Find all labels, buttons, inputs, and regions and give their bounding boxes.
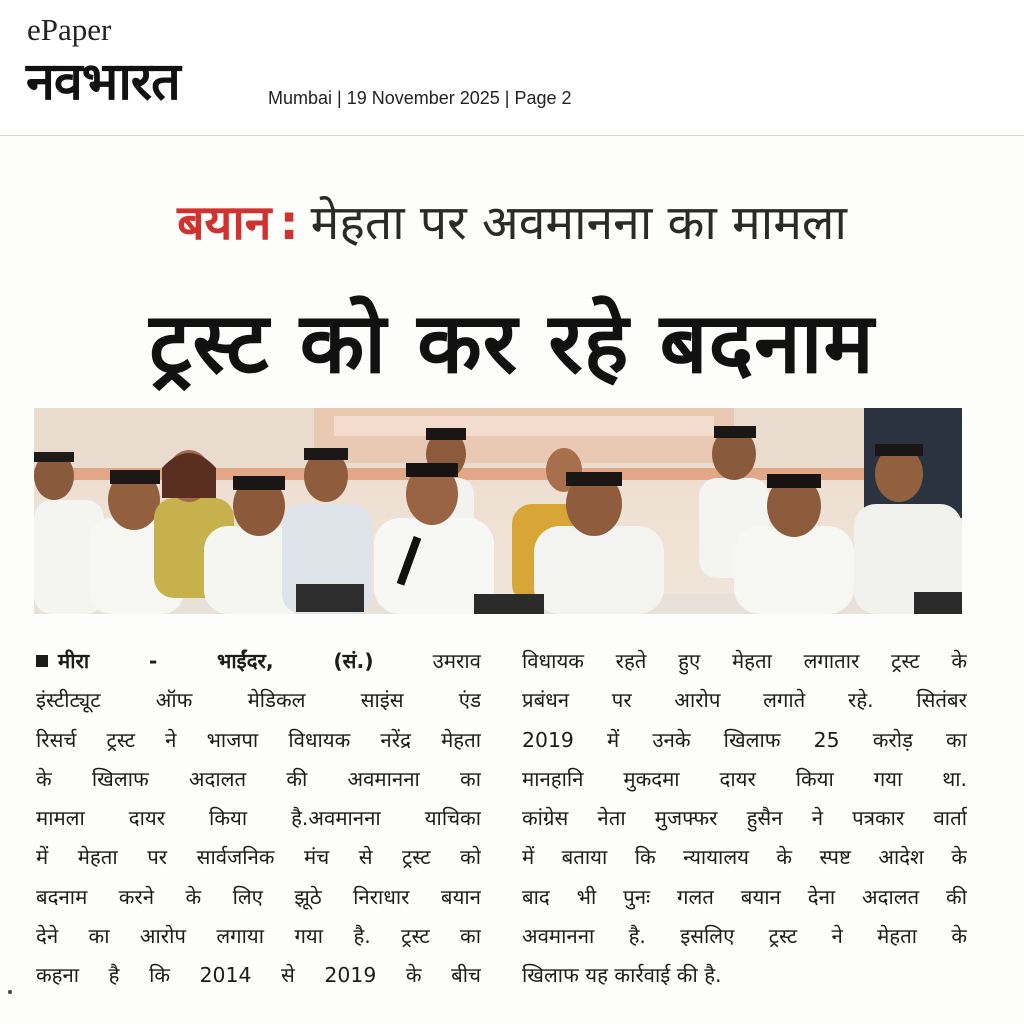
newspaper-logo[interactable]: नवभारत (26, 52, 180, 112)
article-line: मानहानि मुकदमा दायर किया गया था. (522, 766, 967, 791)
article-line: में बताया कि न्यायालय के स्पष्ट आदेश के (522, 845, 967, 870)
article-line: मामला दायर किया है.अवमानना याचिका (36, 806, 481, 831)
article-line: विधायक रहते हुए मेहता लगातार ट्रस्ट के (522, 649, 967, 673)
article-line: खिलाफ यह कार्रवाई की है. (522, 963, 722, 988)
article-line: के खिलाफ अदालत की अवमानना का (36, 766, 481, 791)
article-line: प्रबंधन पर आरोप लगाते रहे. सितंबर (522, 688, 967, 713)
kicker-label: बयान (177, 195, 272, 251)
article-column-left (36, 642, 481, 996)
article-line: में मेहता पर सार्वजनिक मंच से ट्रस्ट को (36, 845, 481, 870)
article-line: बाद भी पुनः गलत बयान देना अदालत की (522, 884, 967, 909)
article-line: अवमानना है. इसलिए ट्रस्ट ने मेहता के (522, 924, 967, 949)
article-column-right (522, 642, 967, 996)
article-line: देने का आरोप लगाया गया है. ट्रस्ट का (36, 924, 481, 949)
scan-speck (8, 990, 12, 994)
edition-info: Mumbai | 19 November 2025 | Page 2 (268, 88, 572, 108)
epaper-label: ePaper (27, 12, 112, 47)
kicker-text: मेहता पर अवमानना का मामला (310, 195, 847, 251)
headline: ट्रस्ट को कर रहे बदनाम (149, 294, 875, 392)
article-line: 2019 में उनके खिलाफ 25 करोड़ का (522, 727, 967, 752)
press-conference-photo (34, 408, 962, 614)
article-line: बदनाम करने के लिए झूठे निराधार बयान (36, 884, 481, 909)
article-line: इंस्टीट्यूट ऑफ मेडिकल साइंस एंड (36, 688, 481, 713)
article-line: रिसर्च ट्रस्ट ने भाजपा विधायक नरेंद्र मेहता (36, 727, 481, 752)
bullet-square-icon (36, 655, 48, 667)
kicker-colon: : (279, 195, 299, 251)
dateline: मीरा - भाईंदर, (सं.) (58, 649, 374, 673)
article-line: कांग्रेस नेता मुजफ्फर हुसैन ने पत्रकार वार्ता (522, 806, 967, 831)
article-line-1: मीरा - भाईंदर, (सं.) उमराव (36, 642, 481, 681)
kicker (0, 188, 1024, 258)
masthead (0, 0, 1024, 135)
article-line: कहना है कि 2014 से 2019 के बीच (36, 963, 481, 988)
